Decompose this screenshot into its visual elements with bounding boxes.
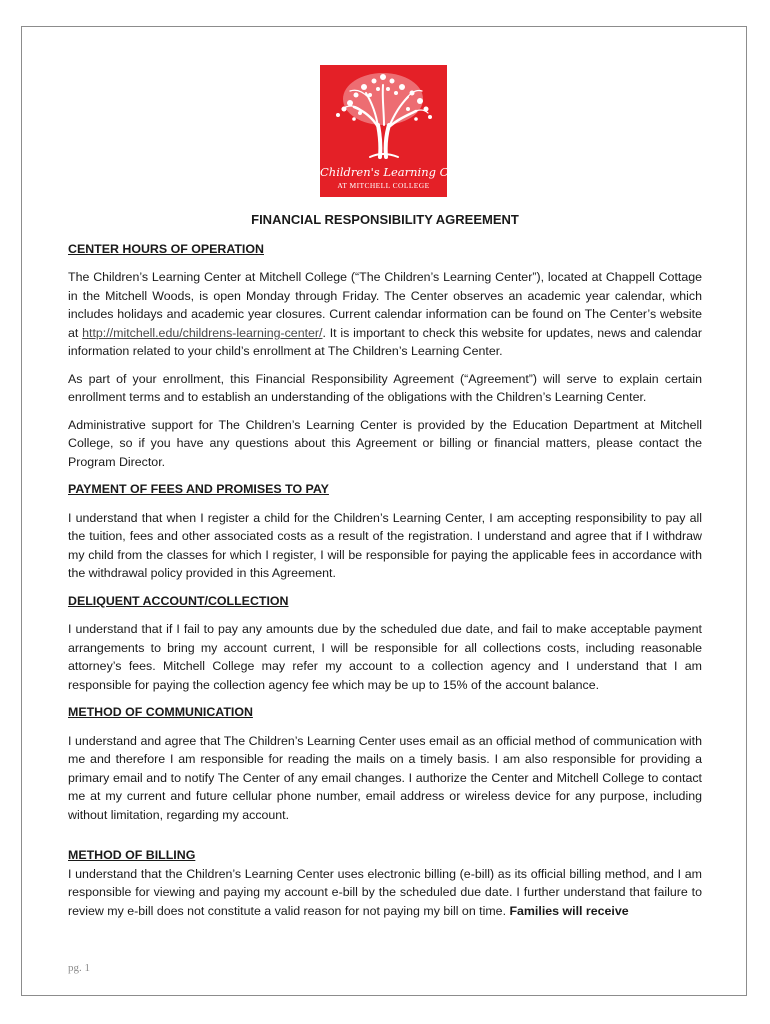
paragraph-communication: I understand and agree that The Children’s Learning Center uses email as an official method of communication with me and therefore I am responsible for reading the mails on a timely basis. I am also responsible for providing a primary email and to notify The Center of any email changes. I authorize the Center and Mitchell College to contact me at my current and future cellular phone number, email address or wireless device for any purpose, including without limitation, regarding my account.	[68, 733, 702, 822]
heading-hours: CENTER HOURS OF OPERATION	[68, 241, 264, 256]
heading-delinquent: DELIQUENT ACCOUNT/COLLECTION	[68, 593, 289, 608]
center-logo	[320, 65, 480, 197]
heading-billing: METHOD OF BILLING	[68, 848, 196, 862]
paragraph-payment: I understand that when I register a child for the Children’s Learning Center, I am accepting responsibility to pay all the tuition, fees and other associated costs as a result of the registration. I understand and agree that if I withdraw my child from the classes for which I register, I will be responsible for paying the applicable fees in accordance with the withdrawal policy provided in this Agreement.	[68, 510, 702, 580]
billing-text-bold: Families will receive	[509, 903, 629, 918]
paragraph-billing	[68, 865, 702, 921]
hours-text-b: . It is important to check this website for updates, news and calendar information related to your child’s enrollment at The Children’s Learning Center.	[68, 325, 702, 358]
paragraph-hours-2: As part of your enrollment, this Financial Responsibility Agreement (“Agreement”) will serve to explain certain enrollment terms and to establish an understanding of the obligations with the Children’s Learning Center.	[68, 371, 702, 404]
paragraph-hours-1	[68, 268, 702, 361]
website-link[interactable]: http://mitchell.edu/childrens-learning-center/	[82, 325, 323, 340]
heading-payment: PAYMENT OF FEES AND PROMISES TO PAY	[68, 482, 329, 496]
paragraph-delinquent: I understand that if I fail to pay any amounts due by the scheduled due date, and fail to make acceptable payment arrangements to bring my account current, I will be responsible for all collections costs, including reasonable attorney’s fees. Mitchell College may refer my account to a collection agency and I understand that I am responsible for paying the collection agency fee which may be up to 15% of the account balance.	[68, 622, 702, 692]
logo-title: Children's Learning Center	[320, 165, 480, 179]
page-number: pg. 1	[68, 962, 90, 974]
document-body	[68, 211, 702, 929]
billing-text: I understand that the Children’s Learning Center uses electronic billing (e-bill) as its official billing method, and I am responsible for viewing and paying my account e-bill by the scheduled due date. I further understand that failure to review my e-bill does not constitute a valid reason for not paying my bill on time.	[68, 866, 702, 918]
hours-text-a: The Children’s Learning Center at Mitchell College (“The Children’s Learning Center”), located at Chappell Cottage in the Mitchell Woods, is open Monday through Friday. The Center observes an academic year calendar, which includes holidays and academic year closures. Current calendar information can be found on The Center’s website at	[68, 270, 702, 340]
heading-communication: METHOD OF COMMUNICATION	[68, 705, 253, 719]
tree-icon	[320, 65, 447, 165]
paragraph-hours-3: Administrative support for The Children’s Learning Center is provided by the Education Department at Mitchell College, so if you have any questions about this Agreement or billing or financial matters, please contact the Program Director.	[68, 417, 702, 469]
logo-subtitle: AT MITCHELL COLLEGE	[337, 181, 430, 190]
document-title: FINANCIAL RESPONSIBILITY AGREEMENT	[251, 212, 519, 227]
